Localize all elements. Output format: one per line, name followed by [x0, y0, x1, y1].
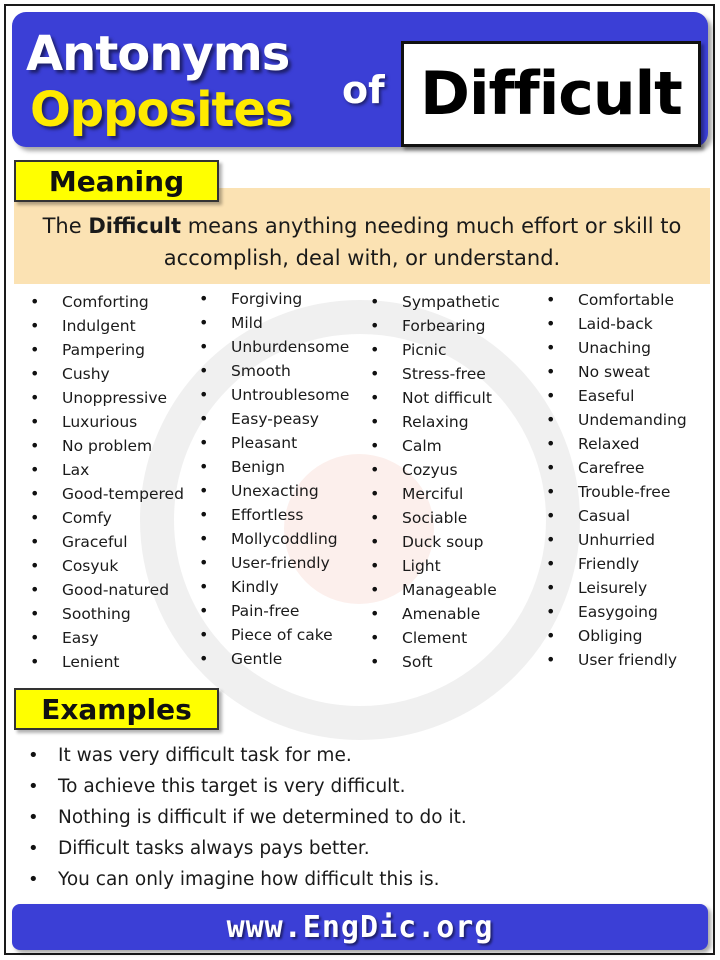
- antonym-item: • Kindly: [231, 575, 349, 599]
- antonym-item: • Mild: [231, 311, 349, 335]
- antonym-item: • Good-tempered: [62, 482, 184, 506]
- antonym-item: • Unaching: [578, 336, 687, 360]
- antonym-item: • Pleasant: [231, 431, 349, 455]
- antonym-item: • Lenient: [62, 650, 184, 674]
- antonym-item: • Piece of cake: [231, 623, 349, 647]
- antonym-item: • Comfy: [62, 506, 184, 530]
- antonym-item: • Good-natured: [62, 578, 184, 602]
- meaning-label: Meaning: [14, 160, 219, 202]
- antonym-item: • User friendly: [578, 648, 687, 672]
- antonym-item: • User-friendly: [231, 551, 349, 575]
- title-banner: [12, 12, 708, 147]
- antonym-item: • Light: [402, 554, 500, 578]
- antonym-item: • Easeful: [578, 384, 687, 408]
- meaning-definition: means anything needing much effort or skill to accomplish, deal with, or understand.: [163, 214, 682, 270]
- title-opposites: Opposites: [30, 82, 293, 138]
- meaning-box: [14, 188, 710, 284]
- meaning-text: [34, 210, 690, 274]
- antonym-item: • Not difficult: [402, 386, 500, 410]
- antonym-item: • Clement: [402, 626, 500, 650]
- antonym-item: • Effortless: [231, 503, 349, 527]
- antonym-item: • Forbearing: [402, 314, 500, 338]
- antonym-item: • Luxurious: [62, 410, 184, 434]
- headword-box: [401, 41, 701, 147]
- antonym-item: • Stress-free: [402, 362, 500, 386]
- antonym-item: • Sociable: [402, 506, 500, 530]
- example-item: • To achieve this target is very difficult.: [58, 771, 467, 802]
- antonym-item: • Duck soup: [402, 530, 500, 554]
- antonym-item: • Cosyuk: [62, 554, 184, 578]
- antonym-item: • Cushy: [62, 362, 184, 386]
- example-item: • You can only imagine how difficult this is.: [58, 864, 467, 895]
- antonym-item: • Unburdensome: [231, 335, 349, 359]
- antonym-item: • Picnic: [402, 338, 500, 362]
- antonym-item: • Sympathetic: [402, 290, 500, 314]
- title-antonyms: Antonyms: [26, 26, 290, 82]
- antonym-item: • Untroublesome: [231, 383, 349, 407]
- meaning-prefix: The: [42, 214, 89, 238]
- antonym-item: • Easygoing: [578, 600, 687, 624]
- example-item: • It was very difficult task for me.: [58, 740, 467, 771]
- antonym-item: • Amenable: [402, 602, 500, 626]
- website-url[interactable]: www.EngDic.org: [226, 909, 494, 945]
- antonym-column-1: [62, 290, 184, 674]
- antonym-column-2: [231, 287, 349, 671]
- footer-banner: [12, 904, 708, 950]
- antonym-item: • Graceful: [62, 530, 184, 554]
- antonym-item: • Carefree: [578, 456, 687, 480]
- antonym-item: • Cozyus: [402, 458, 500, 482]
- antonym-item: • Comforting: [62, 290, 184, 314]
- antonym-item: • Friendly: [578, 552, 687, 576]
- antonym-item: • Relaxing: [402, 410, 500, 434]
- antonym-item: • Merciful: [402, 482, 500, 506]
- antonym-item: • Easy: [62, 626, 184, 650]
- antonym-item: • Casual: [578, 504, 687, 528]
- antonym-item: • Pain-free: [231, 599, 349, 623]
- example-item: • Difficult tasks always pays better.: [58, 833, 467, 864]
- antonym-item: • Unoppressive: [62, 386, 184, 410]
- antonym-item: • Benign: [231, 455, 349, 479]
- example-item: • Nothing is difficult if we determined to do it.: [58, 802, 467, 833]
- headword: Difficult: [420, 59, 682, 129]
- examples-label: Examples: [14, 688, 219, 730]
- meaning-word: Difficult: [88, 214, 182, 238]
- antonym-item: • Laid-back: [578, 312, 687, 336]
- antonym-item: • Smooth: [231, 359, 349, 383]
- antonym-item: • Calm: [402, 434, 500, 458]
- antonym-item: • Comfortable: [578, 288, 687, 312]
- antonym-item: • Manageable: [402, 578, 500, 602]
- antonym-item: • Gentle: [231, 647, 349, 671]
- antonym-item: • Undemanding: [578, 408, 687, 432]
- antonym-item: • Forgiving: [231, 287, 349, 311]
- antonym-item: • Soft: [402, 650, 500, 674]
- antonym-item: • Easy-peasy: [231, 407, 349, 431]
- antonym-item: • No problem: [62, 434, 184, 458]
- antonym-item: • Relaxed: [578, 432, 687, 456]
- title-of: of: [342, 68, 385, 112]
- antonym-item: • Obliging: [578, 624, 687, 648]
- examples-list: [58, 740, 467, 895]
- antonym-item: • Pampering: [62, 338, 184, 362]
- antonym-item: • Unhurried: [578, 528, 687, 552]
- antonym-item: • Leisurely: [578, 576, 687, 600]
- antonym-column-3: [402, 290, 500, 674]
- antonym-item: • Indulgent: [62, 314, 184, 338]
- antonym-item: • Unexacting: [231, 479, 349, 503]
- antonym-item: • Lax: [62, 458, 184, 482]
- antonym-item: • Mollycoddling: [231, 527, 349, 551]
- antonym-item: • Soothing: [62, 602, 184, 626]
- antonym-column-4: [578, 288, 687, 672]
- antonym-item: • No sweat: [578, 360, 687, 384]
- antonym-item: • Trouble-free: [578, 480, 687, 504]
